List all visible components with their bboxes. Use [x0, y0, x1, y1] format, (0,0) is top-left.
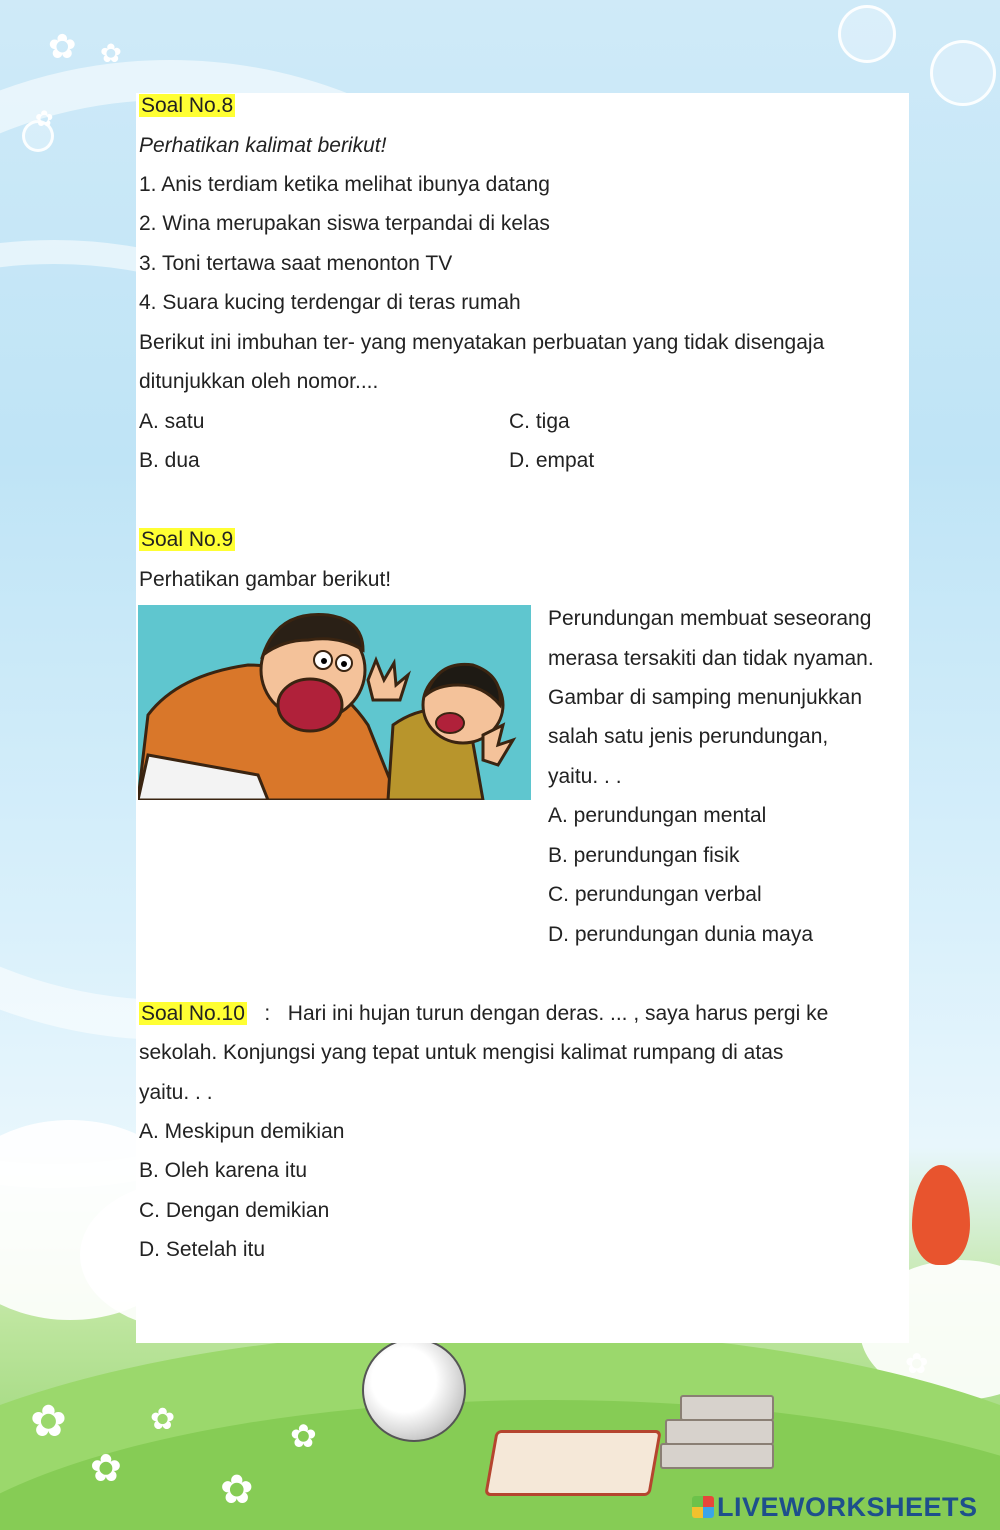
question-8-item: 2. Wina merupakan siswa terpandai di kelas [139, 212, 550, 235]
worksheet-paper-segment [136, 815, 546, 960]
flower-icon: ✿ [35, 106, 54, 131]
question-9-text: yaitu. . . [548, 765, 622, 788]
question-8-item: 1. Anis terdiam ketika melihat ibunya datang [139, 173, 550, 196]
question-8-option-a[interactable]: A. satu [139, 410, 205, 433]
soccer-ball-illustration [362, 1338, 466, 1442]
flower-icon: ✿ [905, 1348, 929, 1379]
bullying-cartoon-illustration [138, 605, 531, 800]
question-8-option-d[interactable]: D. empat [509, 449, 595, 472]
question-9-text: merasa tersakiti dan tidak nyaman. [548, 647, 874, 670]
liveworksheets-logo-icon [692, 1496, 714, 1518]
question-10-separator: : [264, 1002, 271, 1025]
question-8-item: 4. Suara kucing terdengar di teras rumah [139, 291, 521, 314]
bullying-cartoon-image [138, 605, 531, 800]
bubble-decoration [930, 40, 996, 106]
question-10-option-c[interactable]: C. Dengan demikian [139, 1199, 330, 1222]
question-10-first-line [139, 1001, 828, 1027]
question-9-option-b[interactable]: B. perundungan fisik [548, 844, 740, 867]
question-10-label: Soal No.10 [141, 1002, 245, 1025]
question-10-text: Hari ini hujan turun dengan deras. ... , saya harus pergi ke [287, 1002, 829, 1025]
liveworksheets-logo [692, 1492, 978, 1523]
question-9-label [139, 527, 235, 553]
flower-icon: ✿ [90, 1448, 122, 1490]
question-9-highlight: Soal No.9 [141, 528, 234, 551]
question-8-text: Berikut ini imbuhan ter- yang menyatakan perbuatan yang tidak disengaja [139, 331, 825, 354]
flower-icon: ✿ [30, 1397, 67, 1446]
question-8-label [139, 93, 235, 119]
flower-icon: ✿ [48, 28, 77, 66]
question-8-item: 3. Toni tertawa saat menonton TV [139, 252, 453, 275]
question-9-option-c[interactable]: C. perundungan verbal [548, 883, 762, 906]
question-10-option-b[interactable]: B. Oleh karena itu [139, 1159, 308, 1182]
book-stack-illustration [660, 1395, 780, 1475]
liveworksheets-brand-text: LIVEWORKSHEETS [717, 1492, 978, 1522]
question-9-instruction: Perhatikan gambar berikut! [139, 568, 392, 591]
question-8-option-c[interactable]: C. tiga [509, 410, 570, 433]
question-8-instruction: Perhatikan kalimat berikut! [139, 134, 387, 157]
question-10-option-a[interactable]: A. Meskipun demikian [139, 1120, 345, 1143]
question-9-text: salah satu jenis perundungan, [548, 725, 829, 748]
flower-icon: ✿ [100, 38, 122, 68]
tree-decoration [912, 1165, 970, 1265]
question-9-text: Gambar di samping menunjukkan [548, 686, 862, 709]
flower-icon: ✿ [290, 1418, 317, 1454]
question-8-highlight: Soal No.8 [141, 94, 234, 117]
flower-icon: ✿ [150, 1403, 176, 1436]
question-10-text: yaitu. . . [139, 1081, 213, 1104]
question-8-option-b[interactable]: B. dua [139, 449, 200, 472]
question-8-text: ditunjukkan oleh nomor.... [139, 370, 379, 393]
question-10-text: sekolah. Konjungsi yang tepat untuk mengisi kalimat rumpang di atas [139, 1041, 784, 1064]
question-9-option-d[interactable]: D. perundungan dunia maya [548, 923, 814, 946]
flower-icon: ✿ [220, 1468, 254, 1512]
question-10-option-d[interactable]: D. Setelah itu [139, 1238, 266, 1261]
bubble-decoration [838, 5, 896, 63]
question-9-text: Perundungan membuat seseorang [548, 607, 872, 630]
question-9-option-a[interactable]: A. perundungan mental [548, 804, 767, 827]
open-book-illustration [484, 1430, 662, 1496]
